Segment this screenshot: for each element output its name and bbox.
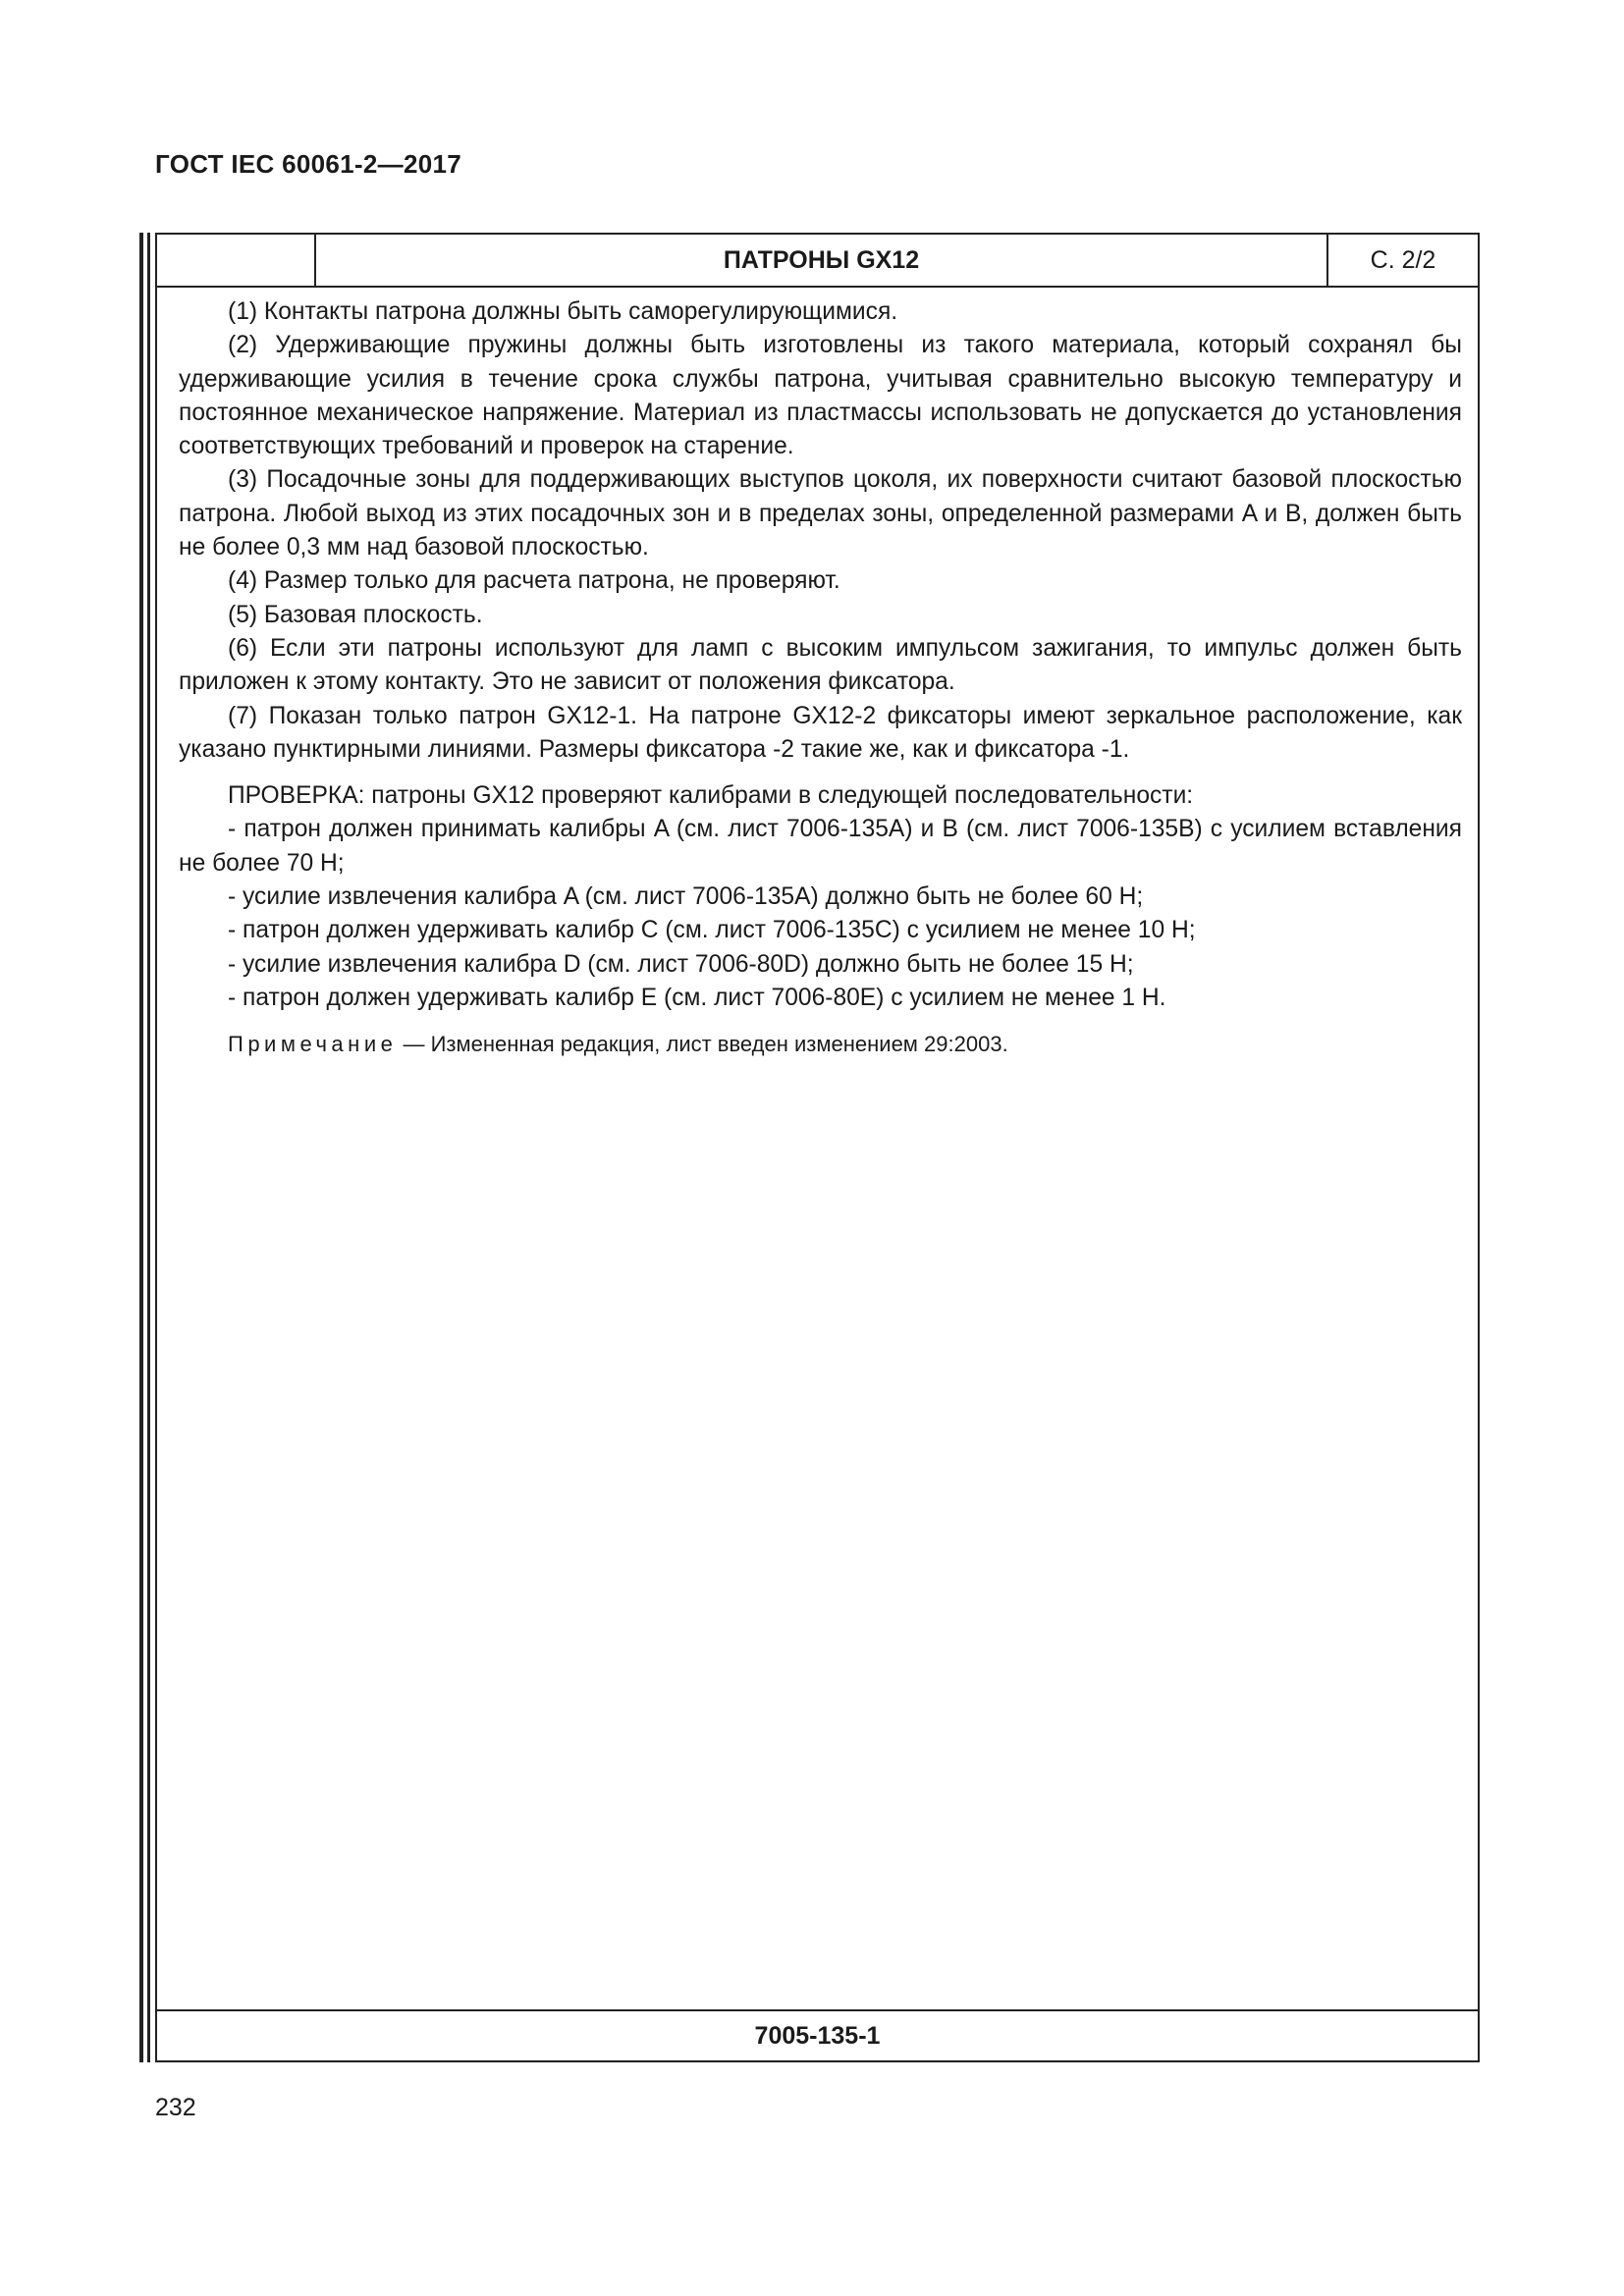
sheet-page-indicator: С. 2/2 [1370, 245, 1436, 274]
sheet-footer-code: 7005-135-1 [157, 2009, 1478, 2060]
sheet-content [179, 295, 1462, 1062]
check-item: - усилие извлечения калибра D (см. лист 7006-80D) должно быть не более 15 Н; [228, 950, 1134, 978]
standard-sheet-frame [155, 233, 1480, 2062]
binding-line-inner [147, 233, 150, 2062]
page-number: 232 [155, 2094, 196, 2121]
document-id: ГОСТ IEC 60061-2—2017 [155, 149, 461, 179]
note-text: — Измененная редакция, лист введен изменением 29:2003. [397, 1032, 1008, 1057]
note-item: (5) Базовая плоскость. [228, 601, 483, 628]
note-item: (2) Удерживающие пружины должны быть изготовлены из такого материала, который сохранял бы удерживающие усилия в течение срока службы патрона, учитывая сравнительно высокую температуру и постоянное механическое напряжение. Материал из пластмассы использовать не допускается до установления соответствующих требований и проверок на старение. [179, 332, 1462, 460]
check-item: - патрон должен удерживать калибр E (см. лист 7006-80E) с усилием не менее 1 Н. [228, 984, 1166, 1011]
amendment-note [179, 1028, 1462, 1061]
note-item: (7) Показан только патрон GX12-1. На патроне GX12-2 фиксаторы имеют зеркальное расположение, как указано пунктирными линиями. Размеры фиксатора -2 такие же, как и фиксатора -1. [179, 702, 1462, 763]
note-item: (4) Размер только для расчета патрона, не проверяют. [228, 567, 840, 595]
check-intro: ПРОВЕРКА: патроны GX12 проверяют калибрами в следующей последовательности: [228, 782, 1194, 810]
binding-line-outer [139, 233, 143, 2062]
note-item: (6) Если эти патроны используют для ламп с высоким импульсом зажигания, то импульс должен быть приложен к этому контакту. Это не зависит от положения фиксатора. [179, 634, 1462, 696]
note-label: Примечание [228, 1032, 398, 1057]
check-item: - патрон должен удерживать калибр C (см. лист 7006-135C) с усилием не менее 10 Н; [228, 917, 1196, 944]
note-item: (3) Посадочные зоны для поддерживающих выступов цоколя, их поверхности считают базовой плоскостью патрона. Любой выход из этих посадочных зон и в пределах зоны, определенной размерами A и B, должен быть не более 0,3 мм над базовой плоскостью. [179, 466, 1462, 561]
sheet-header [157, 235, 1478, 288]
sheet-title: ПАТРОНЫ GX12 [316, 235, 1328, 286]
note-item: (1) Контакты патрона должны быть саморегулирующимися. [228, 298, 898, 325]
header-empty-cell [157, 235, 316, 286]
check-item: - патрон должен принимать калибры A (см. лист 7006-135A) и B (см. лист 7006-135B) с усилием вставления не более 70 Н; [179, 816, 1462, 877]
check-item: - усилие извлечения калибра A (см. лист 7006-135A) должно быть не более 60 Н; [228, 883, 1144, 911]
